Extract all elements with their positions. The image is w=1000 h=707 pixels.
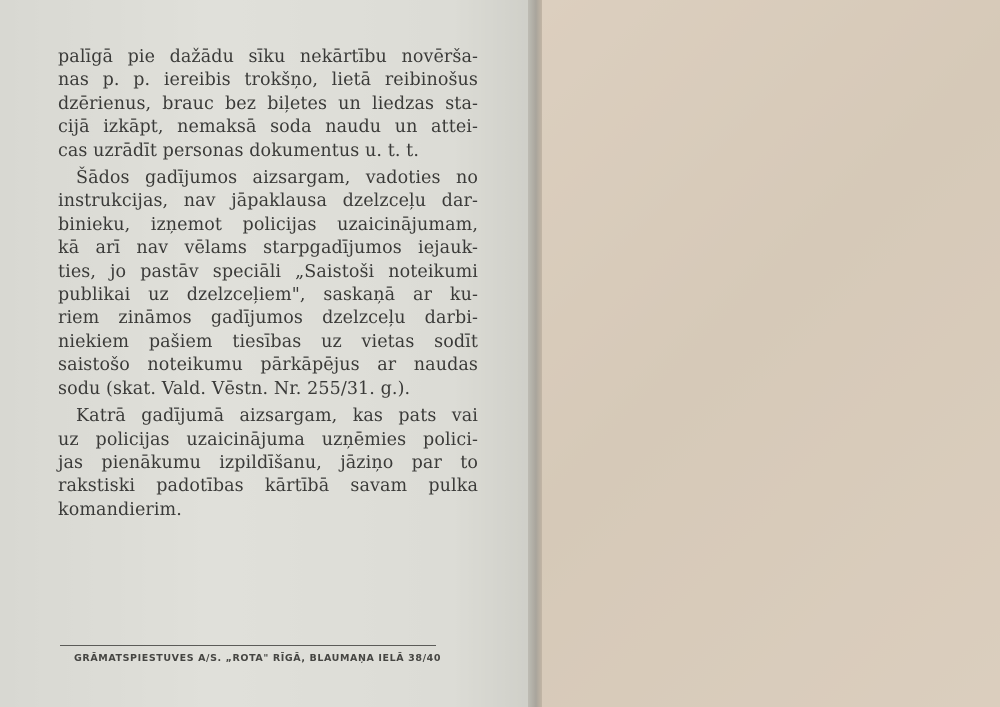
text-line: Katrā gadījumā aizsargam, kas pats vai bbox=[76, 406, 478, 427]
text-line: binieku, izņemot policijas uzaicinājumam, bbox=[58, 214, 478, 235]
text-line: komandierim. bbox=[58, 499, 182, 520]
text-line: nas p. p. iereibis trokšņo, lietā reibinošus bbox=[58, 70, 478, 91]
paragraph-2 bbox=[58, 167, 478, 401]
text-line: publikai uz dzelzceļiem", saskaņā ar ku- bbox=[58, 285, 478, 306]
footer-rule bbox=[60, 645, 436, 646]
text-line: jas pienākumu izpildīšanu, jāziņo par to bbox=[58, 452, 478, 473]
body-text bbox=[58, 46, 478, 526]
text-line: cas uzrādīt personas dokumentus u. t. t. bbox=[58, 140, 419, 161]
text-line: saistošo noteikumu pārkāpējus ar naudas bbox=[58, 355, 478, 376]
text-line: instrukcijas, nav jāpaklausa dzelzceļu dar- bbox=[58, 191, 478, 212]
text-line: palīgā pie dažādu sīku nekārtību novērša- bbox=[58, 47, 478, 67]
paragraph-3 bbox=[58, 405, 478, 522]
text-line: Šādos gadījumos aizsargam, vadoties no bbox=[76, 168, 478, 189]
text-line: uz policijas uzaicinājuma uzņēmies polici- bbox=[58, 429, 478, 450]
text-line: riem zināmos gadījumos dzelzceļu darbi- bbox=[58, 308, 478, 329]
text-line: dzērienus, brauc bez biļetes un liedzas sta- bbox=[58, 93, 478, 114]
text-line: kā arī nav vēlams starpgadījumos iejauk- bbox=[58, 238, 478, 259]
text-line: rakstiski padotības kārtībā savam pulka bbox=[58, 476, 478, 497]
text-line: sodu (skat. Vald. Vēstn. Nr. 255/31. g.). bbox=[58, 378, 411, 399]
paragraph-1 bbox=[58, 46, 478, 163]
text-line: cijā izkāpt, nemaksā soda naudu un attei- bbox=[58, 117, 478, 138]
text-line: ties, jo pastāv speciāli „Saistoši noteikumi bbox=[58, 261, 478, 282]
printer-imprint: GRĀMATSPIESTUVES A/S. „ROTA" RĪGĀ, BLAUMAŅA IELĀ 38/40 bbox=[74, 653, 442, 664]
right-page-blank bbox=[542, 0, 1000, 707]
text-line: niekiem pašiem tiesības uz vietas sodīt bbox=[58, 331, 478, 352]
